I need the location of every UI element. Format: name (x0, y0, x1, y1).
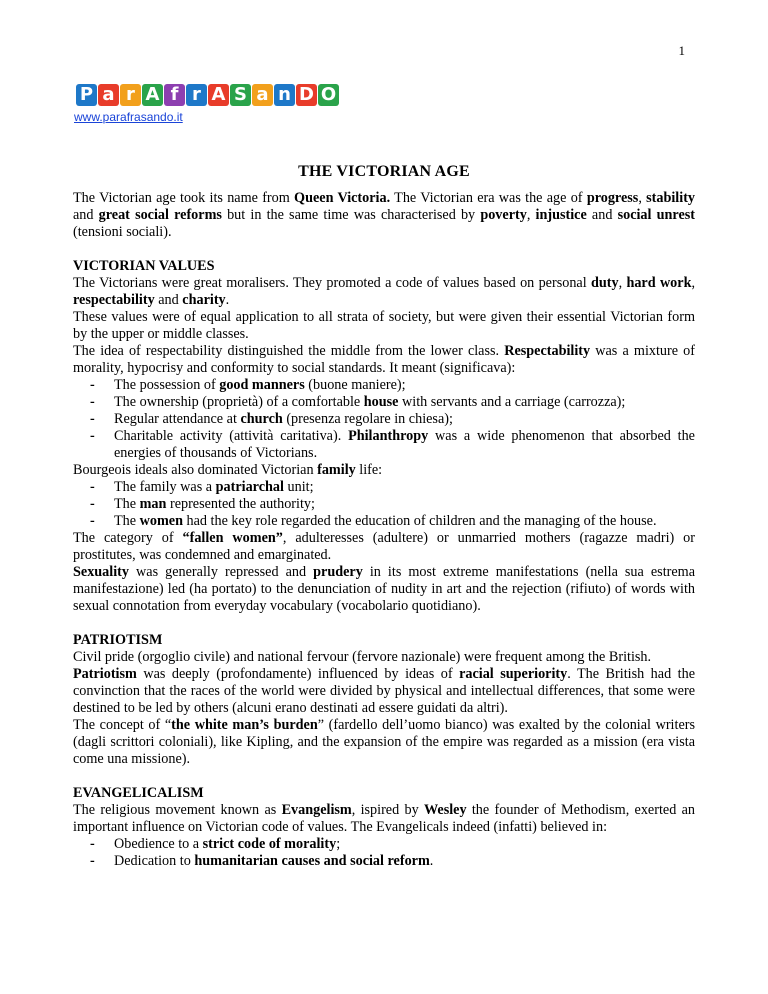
section-heading: EVANGELICALISM (73, 785, 204, 801)
text-run: in its most extreme manifestations (nella sua estrema manifestazione) led (ha portato) to the denunciation of nudity in art and the rejection (rifiuto) of words with sexual connotation from everyday vocabulary (vocabolario quotidiano). (73, 564, 695, 614)
site-link[interactable]: www.parafrasando.it (74, 110, 183, 124)
document-body (73, 190, 695, 870)
logo-letter: n (274, 84, 295, 106)
bold-text: strict code of morality (202, 836, 337, 852)
document-title: THE VICTORIAN AGE (298, 163, 470, 180)
text-run: (tensioni sociali). (73, 224, 172, 240)
bold-text: injustice (535, 207, 587, 223)
text-run: , (526, 207, 536, 223)
text-run: was generally repressed and (128, 564, 314, 580)
text-run: The ownership (proprietà) of a comfortable (114, 394, 364, 410)
paragraph (73, 564, 695, 615)
text-run: The idea of respectability distinguished the middle from the lower class. (73, 343, 505, 359)
text-run: The category of (73, 530, 183, 546)
list-item (90, 428, 695, 462)
text-run: with servants and a carriage (carrozza); (398, 394, 626, 410)
text-run: . (429, 853, 434, 869)
text-run: (presenza regolare in chiesa); (282, 411, 453, 427)
list-item (90, 394, 695, 411)
bold-text: stability (646, 190, 696, 206)
paragraph (73, 462, 695, 479)
text-run: ” (fardello dell’uomo bianco) was exalted by the colonial writers (dagli scrittori coloniali), like Kipling, and the expansion of the empire was regarded as a mission (era vista come una missione). (73, 717, 695, 767)
text-run: Bourgeois ideals also dominated Victorian (73, 462, 318, 478)
bold-text: Patriotism (73, 666, 137, 682)
text-run: was a wide phenomenon that absorbed the energies of thousands of Victorians. (114, 428, 695, 461)
dash-list (73, 836, 695, 870)
bold-text: church (240, 411, 283, 427)
logo-letter: P (76, 84, 97, 106)
bold-text: Queen Victoria. (294, 190, 391, 206)
bold-text: Respectability (504, 343, 591, 359)
paragraph (73, 275, 695, 309)
text-run: Regular attendance at (114, 411, 241, 427)
section-heading: VICTORIAN VALUES (73, 258, 215, 274)
logo-letter: A (142, 84, 163, 106)
parafrasando-logo (76, 84, 339, 106)
bold-text: racial superiority (459, 666, 568, 682)
bold-text: house (363, 394, 399, 410)
logo-letter: O (318, 84, 339, 106)
text-run: ; (336, 836, 341, 852)
dash-list (73, 377, 695, 462)
logo-letter: A (208, 84, 229, 106)
paragraph (73, 666, 695, 717)
bold-text: social unrest (617, 207, 695, 223)
text-run: and (586, 207, 618, 223)
bold-text: the white man’s burden (171, 717, 318, 733)
list-item (90, 411, 695, 428)
bold-text: Evangelism (281, 802, 352, 818)
text-run: Obedience to a (114, 836, 203, 852)
text-run: , ispired by (351, 802, 424, 818)
text-run: , (618, 275, 627, 291)
text-run: The (114, 496, 140, 512)
paragraph (73, 343, 695, 377)
page-number: 1 (678, 43, 685, 58)
logo-letter: a (98, 84, 119, 106)
text-run: unit; (283, 479, 314, 495)
bold-text: respectability (73, 292, 155, 308)
text-run: was a mixture of morality, hypocrisy and conformity to social standards. It meant (significava): (73, 343, 695, 376)
bold-text: progress (586, 190, 639, 206)
paragraph (73, 530, 695, 564)
text-run: (buone maniere); (304, 377, 406, 393)
bold-text: charity (182, 292, 226, 308)
bold-text: family (317, 462, 356, 478)
bold-text: Philanthropy (348, 428, 429, 444)
dash-list (73, 479, 695, 530)
text-run: , (691, 275, 696, 291)
text-run: The Victorians were great moralisers. They promoted a code of values based on personal (73, 275, 591, 291)
logo-letter: r (120, 84, 141, 106)
logo-letter: a (252, 84, 273, 106)
bold-text: “fallen women” (182, 530, 283, 546)
text-run: , (638, 190, 647, 206)
logo-letter: f (164, 84, 185, 106)
text-run: had the key role regarded the education of children and the managing of the house. (182, 513, 657, 529)
paragraph (73, 717, 695, 768)
logo-letter: D (296, 84, 317, 106)
bold-text: good manners (219, 377, 305, 393)
text-run: was deeply (profondamente) influenced by ideas of (136, 666, 460, 682)
text-run: but in the same time was characterised by (221, 207, 481, 223)
text-run: The possession of (114, 377, 220, 393)
bold-text: women (139, 513, 183, 529)
list-item (90, 853, 695, 870)
text-run: . The British had the convinction that the races of the world were divided by physical and intellectual differences, that some were destined to be led by others (alcuni erano destinati ad essere guidati da altri). (73, 666, 696, 716)
paragraph (73, 649, 695, 666)
text-run: The (114, 513, 140, 529)
text-run: Civil pride (orgoglio civile) and national fervour (fervore nazionale) were frequent among the British. (73, 649, 652, 665)
paragraph (73, 802, 695, 836)
text-run: Dedication to (114, 853, 195, 869)
text-run: , adulteresses (adultere) or unmarried mothers (ragazze madri) or prostitutes, was condemned and emarginated. (73, 530, 695, 563)
text-run: These values were of equal application to all strata of society, but were given their essential Victorian form by the upper or middle classes. (73, 309, 695, 342)
section-heading: PATRIOTISM (73, 632, 163, 648)
bold-text: great social reforms (98, 207, 222, 223)
text-run: and (154, 292, 183, 308)
text-run: life: (355, 462, 383, 478)
text-run: represented the authority; (166, 496, 315, 512)
bold-text: man (139, 496, 167, 512)
text-run: . (225, 292, 230, 308)
bold-text: poverty (480, 207, 527, 223)
list-item (90, 513, 695, 530)
logo-letter: S (230, 84, 251, 106)
bold-text: duty (590, 275, 619, 291)
text-run: The Victorian age took its name from (73, 190, 295, 206)
text-run: The religious movement known as (73, 802, 282, 818)
bold-text: hard work (626, 275, 692, 291)
bold-text: prudery (313, 564, 363, 580)
text-run: Charitable activity (attività caritativa). (114, 428, 349, 444)
text-run: and (73, 207, 99, 223)
bold-text: Sexuality (73, 564, 129, 580)
bold-text: Wesley (424, 802, 467, 818)
text-run: the founder of Methodism, exerted an important influence on Victorian code of values. The Evangelicals indeed (infatti) believed in: (73, 802, 695, 835)
text-run: The family was a (114, 479, 216, 495)
bold-text: patriarchal (215, 479, 284, 495)
list-item (90, 496, 695, 513)
text-run: The concept of “ (73, 717, 172, 733)
text-run: The Victorian era was the age of (390, 190, 587, 206)
bold-text: humanitarian causes and social reform (194, 853, 430, 869)
paragraph (73, 309, 695, 343)
list-item (90, 479, 695, 496)
intro-paragraph (73, 190, 695, 241)
list-item (90, 377, 695, 394)
list-item (90, 836, 695, 853)
logo-letter: r (186, 84, 207, 106)
